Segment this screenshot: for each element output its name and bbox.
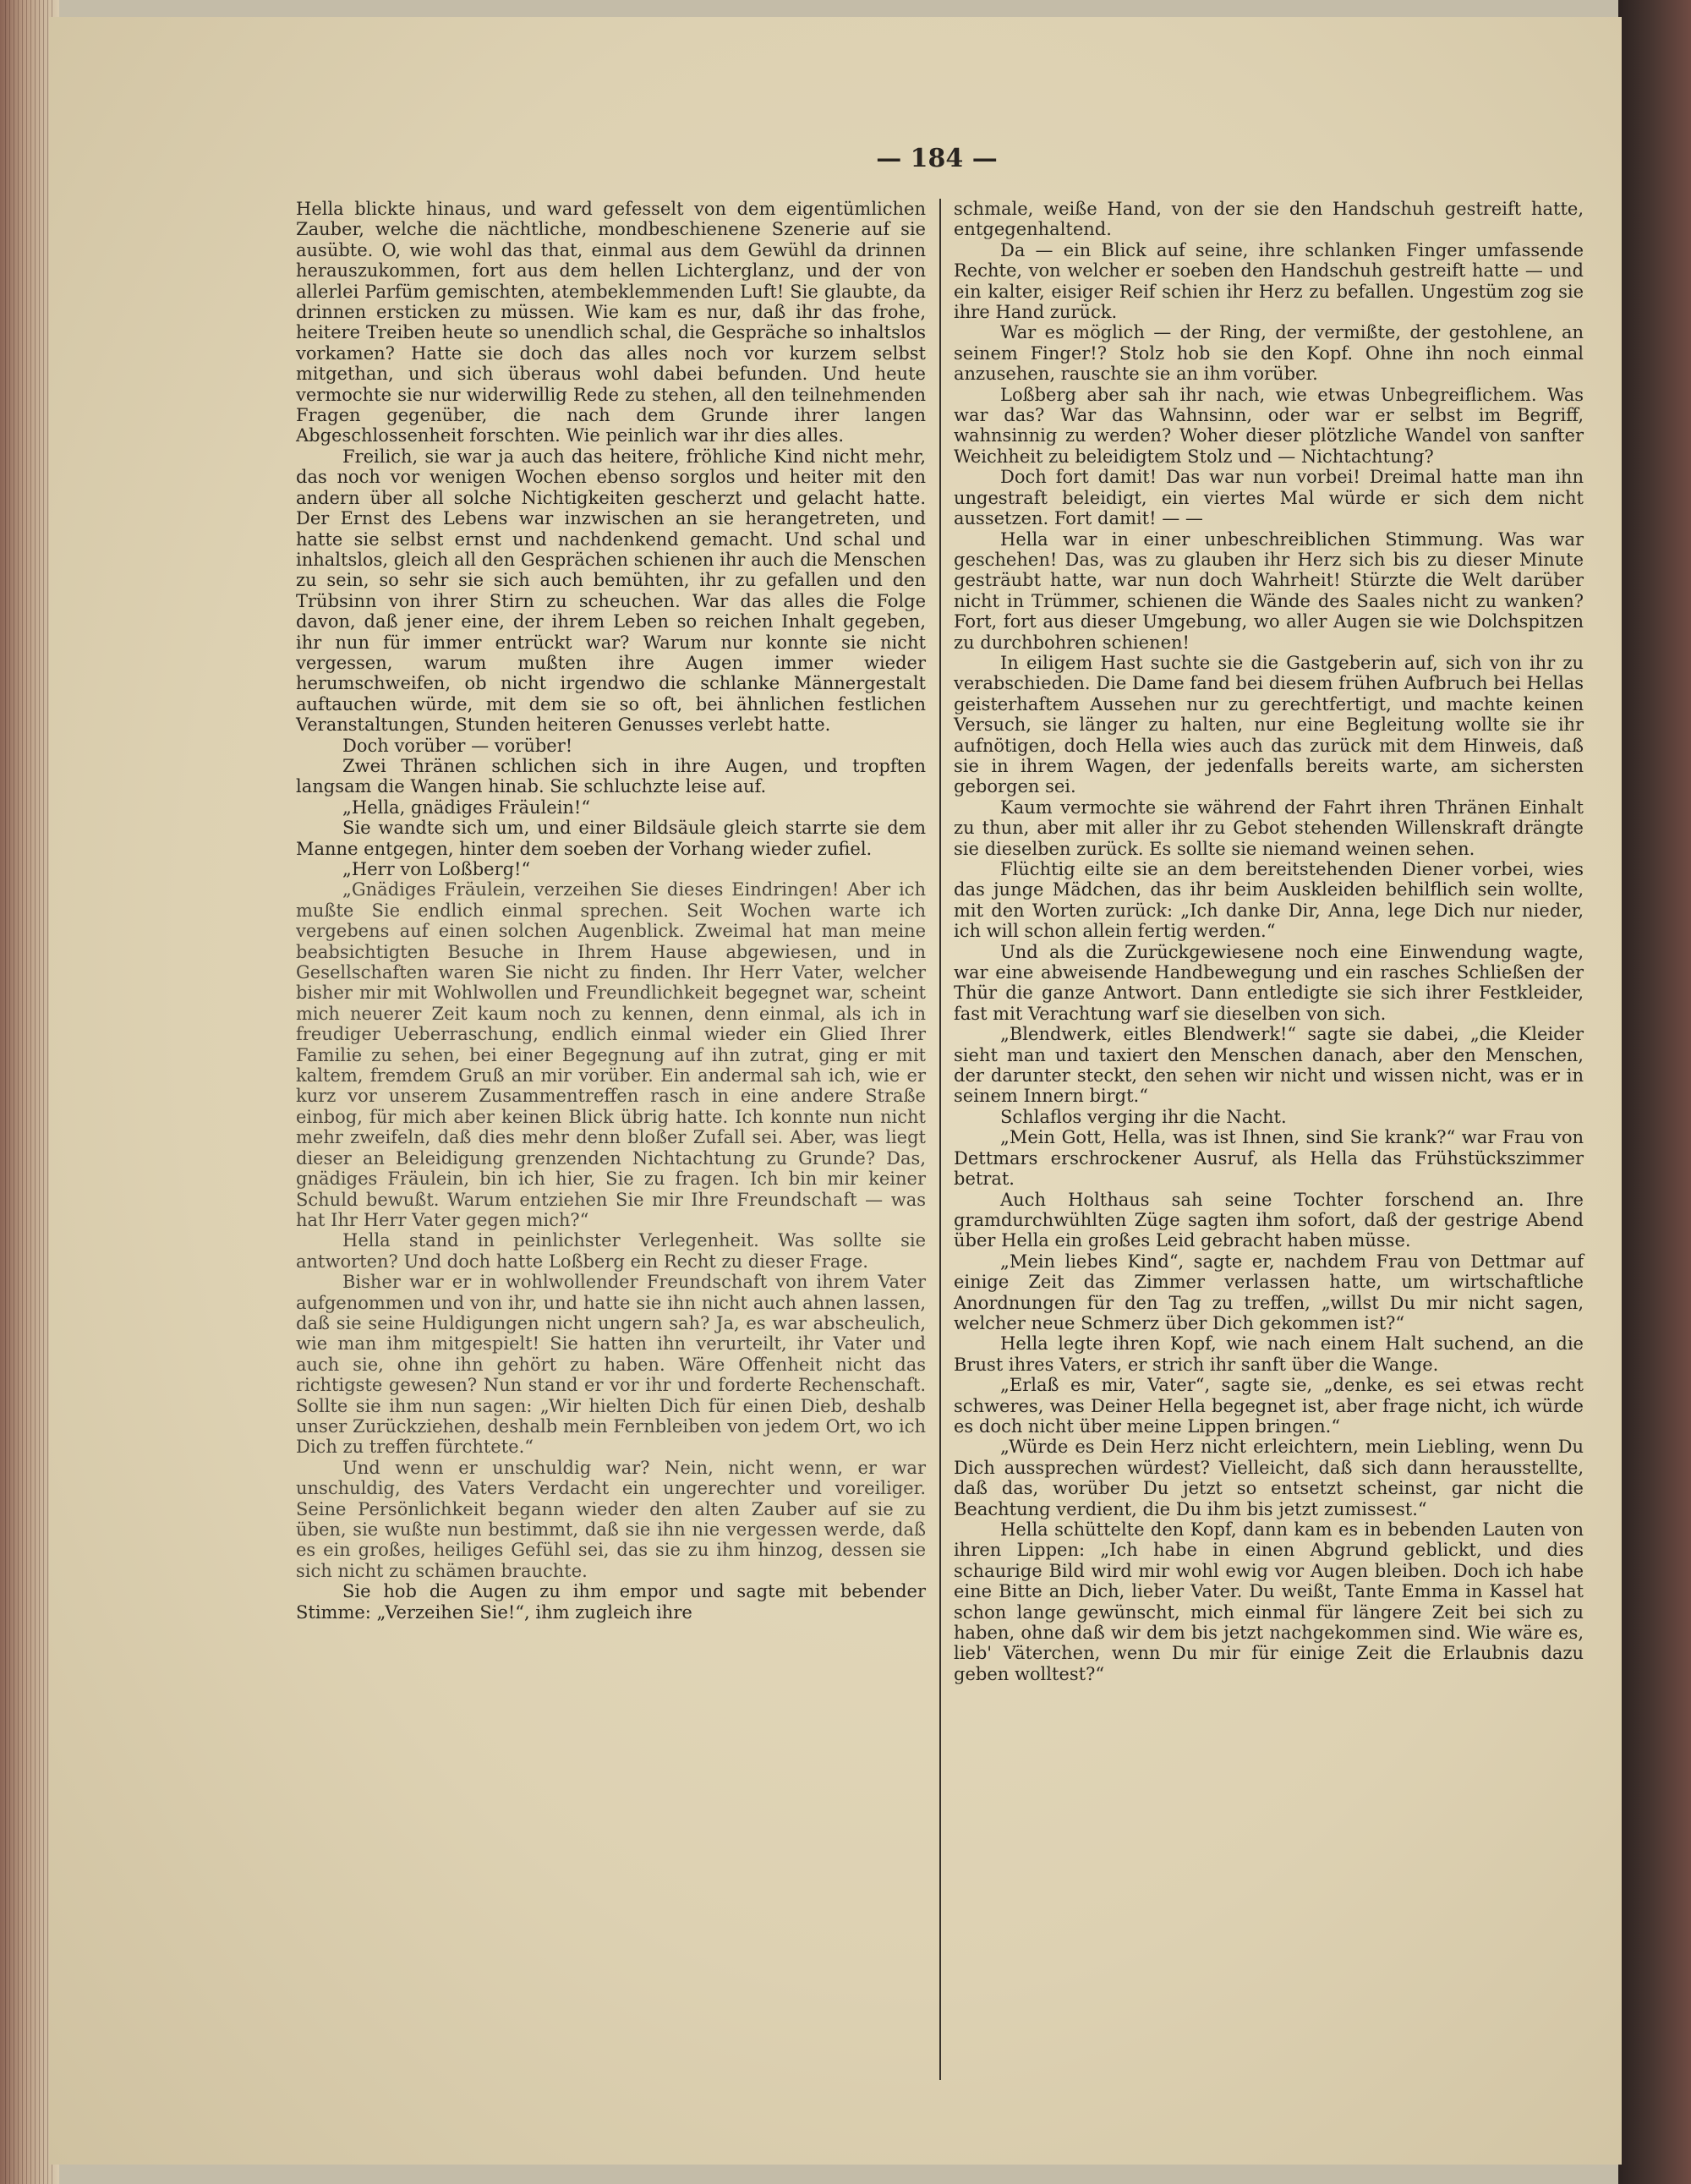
paragraph: „Hella, gnädiges Fräulein!“ <box>342 796 591 818</box>
paragraph: „Erlaß es mir, Vater“, sagte sie, „denke, es sei etwas recht schweres, was Deiner Hella begegnet ist, aber frage nicht, ich würde es doch nicht über meine Lippen bringen.“ <box>954 1375 1584 1437</box>
text-column-right <box>954 199 1584 1684</box>
book-page <box>49 17 1622 2165</box>
paragraph: War es möglich — der Ring, der vermißte, der gestohlene, an seinem Finger!? Stolz hob sie den Kopf. Ohne ihn noch einmal anzusehen, rauschte sie an ihm vorüber. <box>954 322 1584 385</box>
paragraph: Bisher war er in wohlwollender Freundschaft von ihrem Vater aufgenommen und von ihr, und hatte sie ihn nicht auch ahnen lassen, daß sie seine Huldigungen nicht ungern sah? Ja, es war abscheulich, wie man ihm mitgespielt! Sie hatten ihn verurteilt, ihr Vater und auch sie, ohne ihn gehört zu haben. Wäre Offenheit nicht das richtigste gewesen? Nun stand er vor ihr und forderte Rechenschaft. Sollte sie ihm nun sagen: „Wir hielten Dich für einen Dieb, deshalb unser Zurückziehen, deshalb mein Fernbleiben von jedem Ort, wo ich Dich zu treffen fürchtete.“ <box>296 1272 926 1458</box>
paragraph: Flüchtig eilte sie an dem bereitstehenden Diener vorbei, wies das junge Mädchen, das ihr beim Auskleiden behilflich sein wollte, mit den Worten zurück: „Ich danke Dir, Anna, lege Dich nur nieder, ich will schon allein fertig werden.“ <box>954 859 1584 942</box>
column-divider <box>939 199 941 2080</box>
paragraph: Sie hob die Augen zu ihm empor und sagte mit bebender Stimme: „Verzeihen Sie!“, ihm zugleich ihre <box>296 1581 926 1623</box>
paragraph: „Mein liebes Kind“, sagte er, nachdem Frau von Dettmar auf einige Zeit das Zimmer verlassen hatte, um wirtschaftliche Anordnungen für den Tag zu treffen, „willst Du mir nicht sagen, welcher neue Schmerz über Dich gekommen ist?“ <box>954 1251 1584 1333</box>
paragraph: „Gnädiges Fräulein, verzeihen Sie dieses Eindringen! Aber ich mußte Sie endlich einmal sprechen. Seit Wochen warte ich vergebens auf einen solchen Augenblick. Zweimal hat man meine beabsichtigten Besuche in Ihrem Hause abgewiesen, und in Gesellschaften waren Sie nicht zu finden. Ihr Herr Vater, welcher bisher mir mit Wohlwollen und Freundlichkeit begegnet war, scheint mich neuerer Zeit kaum noch zu kennen, denn einmal, als ich in freudiger Ueberraschung, endlich einmal wieder ein Glied Ihrer Familie zu sehen, bei einer Begegnung auf ihn zutrat, ging er mit kaltem, fremdem Gruß an mir vorüber. Ein andermal sah ich, wie er kurz vor unserem Zusammentreffen rasch in eine andere Straße einbog, für mich aber keinen Blick übrig hatte. Ich konnte nun nicht mehr zweifeln, daß dies mehr denn bloßer Zufall sei. Aber, was liegt dieser an Beleidigung grenzenden Nichtachtung zu Grunde? Das, gnädiges Fräulein, bin ich hier, Sie zu fragen. Ich bin mir keiner Schuld bewußt. Warum entziehen Sie mir Ihre Freundschaft — was hat Ihr Herr Vater gegen mich?“ <box>296 879 926 1230</box>
paragraph: Kaum vermochte sie während der Fahrt ihren Thränen Einhalt zu thun, aber mit aller ihr zu Gebot stehenden Willenskraft drängte sie dieselben zurück. Es sollte sie niemand weinen sehen. <box>954 796 1584 859</box>
paragraph: Sie wandte sich um, und einer Bildsäule gleich starrte sie dem Manne entgegen, hinter dem soeben der Vorhang wieder zufiel. <box>296 818 926 859</box>
paragraph: Hella schüttelte den Kopf, dann kam es in bebenden Lauten von ihren Lippen: „Ich habe in einen Abgrund geblickt, und dies schaurige Bild wird mir wohl ewig vor Augen bleiben. Doch ich habe eine Bitte an Dich, lieber Vater. Du weißt, Tante Emma in Kassel hat schon lange gewünscht, mich einmal für längere Zeit bei sich zu haben, ohne daß wir dem bis jetzt nachgekommen sind. Wie wäre es, lieb' Väterchen, wenn Du mir für einige Zeit die Erlaubnis dazu geben wolltest?“ <box>954 1519 1584 1684</box>
paragraph: Hella war in einer unbeschreiblichen Stimmung. Was war geschehen! Das, was zu glauben ihr Herz sich bis zu dieser Minute gesträubt hatte, war nun doch Wahrheit! Stürzte die Welt darüber nicht in Trümmer, schienen die Wände des Saales nicht zu wanken? Fort, fort aus dieser Umgebung, wo aller Augen sie wie Dolchspitzen zu durchbohren schienen! <box>954 528 1584 653</box>
paragraph: Schlaflos verging ihr die Nacht. <box>1000 1106 1287 1127</box>
text-column-left <box>296 199 926 1623</box>
page-number: — 184 — <box>876 144 998 173</box>
paragraph: Freilich, sie war ja auch das heitere, fröhliche Kind nicht mehr, das noch vor wenigen Wochen ebenso sorglos und heiter mit den andern über all solche Nichtigkeiten gescherzt und gelacht hatte. Der Ernst des Lebens war inzwischen an sie herangetreten, und hatte sie selbst ernst und nachdenkend gemacht. Und schal und inhaltslos, gleich all den Gesprächen schienen ihr auch die Menschen zu sein, so sehr sie sich auch bemühten, ihr zu gefallen und den Trübsinn von ihrer Stirn zu scheuchen. War das alles die Folge davon, daß jener eine, der ihrem Leben so reichen Inhalt gegeben, ihr nun für immer entrückt war? Warum nur konnte sie nicht vergessen, warum mußten ihre Augen immer wieder herumschweifen, ob nicht irgendwo die schlanke Männergestalt auftauchen würde, mit dem sie so oft, bei ähnlichen festlichen Veranstaltungen, Stunden heiteren Genusses verlebt hatte. <box>296 446 926 736</box>
paragraph: Hella stand in peinlichster Verlegenheit. Was sollte sie antworten? Und doch hatte Loßberg ein Recht zu dieser Frage. <box>296 1230 926 1272</box>
paragraph: Und wenn er unschuldig war? Nein, nicht wenn, er war unschuldig, des Vaters Verdacht ein ungerechter und voreiliger. Seine Persönlichkeit begann wieder den alten Zauber auf sie zu üben, sie wußte nun bestimmt, daß sie ihn nie vergessen werde, daß es ein großes, heiliges Gefühl sei, das sie zu ihm hinzog, dessen sie sich nicht zu schämen brauchte. <box>296 1457 926 1581</box>
paragraph: „Blendwerk, eitles Blendwerk!“ sagte sie dabei, „die Kleider sieht man und taxiert den Menschen danach, aber den Menschen, der darunter steckt, den sehen wir nicht und wissen nicht, was er in seinem Innern birgt.“ <box>954 1024 1584 1107</box>
paragraph: Doch vorüber — vorüber! <box>342 735 573 756</box>
paragraph: In eiligem Hast suchte sie die Gastgeberin auf, sich von ihr zu verabschieden. Die Dame fand bei diesem frühen Aufbruch bei Hellas geisterhaftem Aussehen nur zu gerechtfertigt, und machte keinen Versuch, sie länger zu halten, nur eine Begleitung wollte sie ihr aufnötigen, doch Hella wies auch das zurück mit dem Hinweis, daß sie in ihrem Wagen, der jedenfalls bereits warte, am sichersten geborgen sei. <box>954 652 1584 797</box>
stacked-page-edges <box>5 0 54 2184</box>
paragraph: Doch fort damit! Das war nun vorbei! Dreimal hatte man ihn ungestraft beleidigt, ein viertes Mal würde er sich dem nicht aussetzen. Fort damit! — — <box>954 467 1584 529</box>
paragraph: Hella legte ihren Kopf, wie nach einem Halt suchend, an die Brust ihres Vaters, er strich ihr sanft über die Wange. <box>954 1333 1584 1375</box>
paragraph: „Herr von Loßberg!“ <box>342 859 531 879</box>
paragraph: „Mein Gott, Hella, was ist Ihnen, sind Sie krank?“ war Frau von Dettmars erschrockener Ausruf, als Hella das Frühstückszimmer betrat. <box>954 1127 1584 1190</box>
paragraph: Auch Holthaus sah seine Tochter forschend an. Ihre gramdurchwühlten Züge sagten ihm sofort, daß der gestrige Abend über Hella ein großes Leid gebracht haben müsse. <box>954 1189 1584 1251</box>
paragraph: Hella blickte hinaus, und ward gefesselt von dem eigentümlichen Zauber, welche die nächtliche, mondbeschienene Szenerie auf sie ausübte. O, wie wohl das that, einmal aus dem Gewühl da drinnen herauszukommen, fort aus dem hellen Lichterglanz, und der von allerlei Parfüm gemischten, atembeklemmenden Luft! Sie glaubte, da drinnen ersticken zu müssen. Wie kam es nur, daß ihr das frohe, heitere Treiben heute so unendlich schal, die Gespräche so inhaltslos vorkamen? Hatte sie doch das alles noch vor kurzem selbst mitgethan, und sich überaus wohl dabei befunden. Und heute vermochte sie nur widerwillig Rede zu stehen, all den teilnehmenden Fragen gegenüber, die nach dem Grunde ihrer langen Abgeschlossenheit forschten. Wie peinlich war ihr dies alles. <box>296 199 926 446</box>
paragraph: Und als die Zurückgewiesene noch eine Einwendung wagte, war eine abweisende Handbewegung und ein rasches Schließen der Thür die ganze Antwort. Dann entledigte sie sich ihrer Festkleider, fast mit Verachtung warf sie dieselben von sich. <box>954 941 1584 1024</box>
paragraph: „Würde es Dein Herz nicht erleichtern, mein Liebling, wenn Du Dich aussprechen würdest? Vielleicht, daß sich dann herausstellte, daß das, worüber Du jetzt so entsetzt scheinst, gar nicht die Beachtung verdient, die Du ihm bis jetzt zumissest.“ <box>954 1437 1584 1519</box>
paragraph: schmale, weiße Hand, von der sie den Handschuh gestreift hatte, entgegenhaltend. <box>954 199 1584 240</box>
paragraph: Zwei Thränen schlichen sich in ihre Augen, und tropften langsam die Wangen hinab. Sie schluchzte leise auf. <box>296 755 926 797</box>
paragraph: Da — ein Blick auf seine, ihre schlanken Finger umfassende Rechte, von welcher er soeben den Handschuh gestreift hatte — und ein kalter, eisiger Reif schien ihr Herz zu befallen. Ungestüm zog sie ihre Hand zurück. <box>954 239 1584 323</box>
book-cover-edge-right <box>1618 0 1691 2184</box>
paragraph: Loßberg aber sah ihr nach, wie etwas Unbegreiflichem. Was war das? War das Wahnsinn, oder war er selbst im Begriff, wahnsinnig zu werden? Woher dieser plötzliche Wandel von sanfter Weichheit zu beleidigtem Stolz und — Nichtachtung? <box>954 384 1584 467</box>
